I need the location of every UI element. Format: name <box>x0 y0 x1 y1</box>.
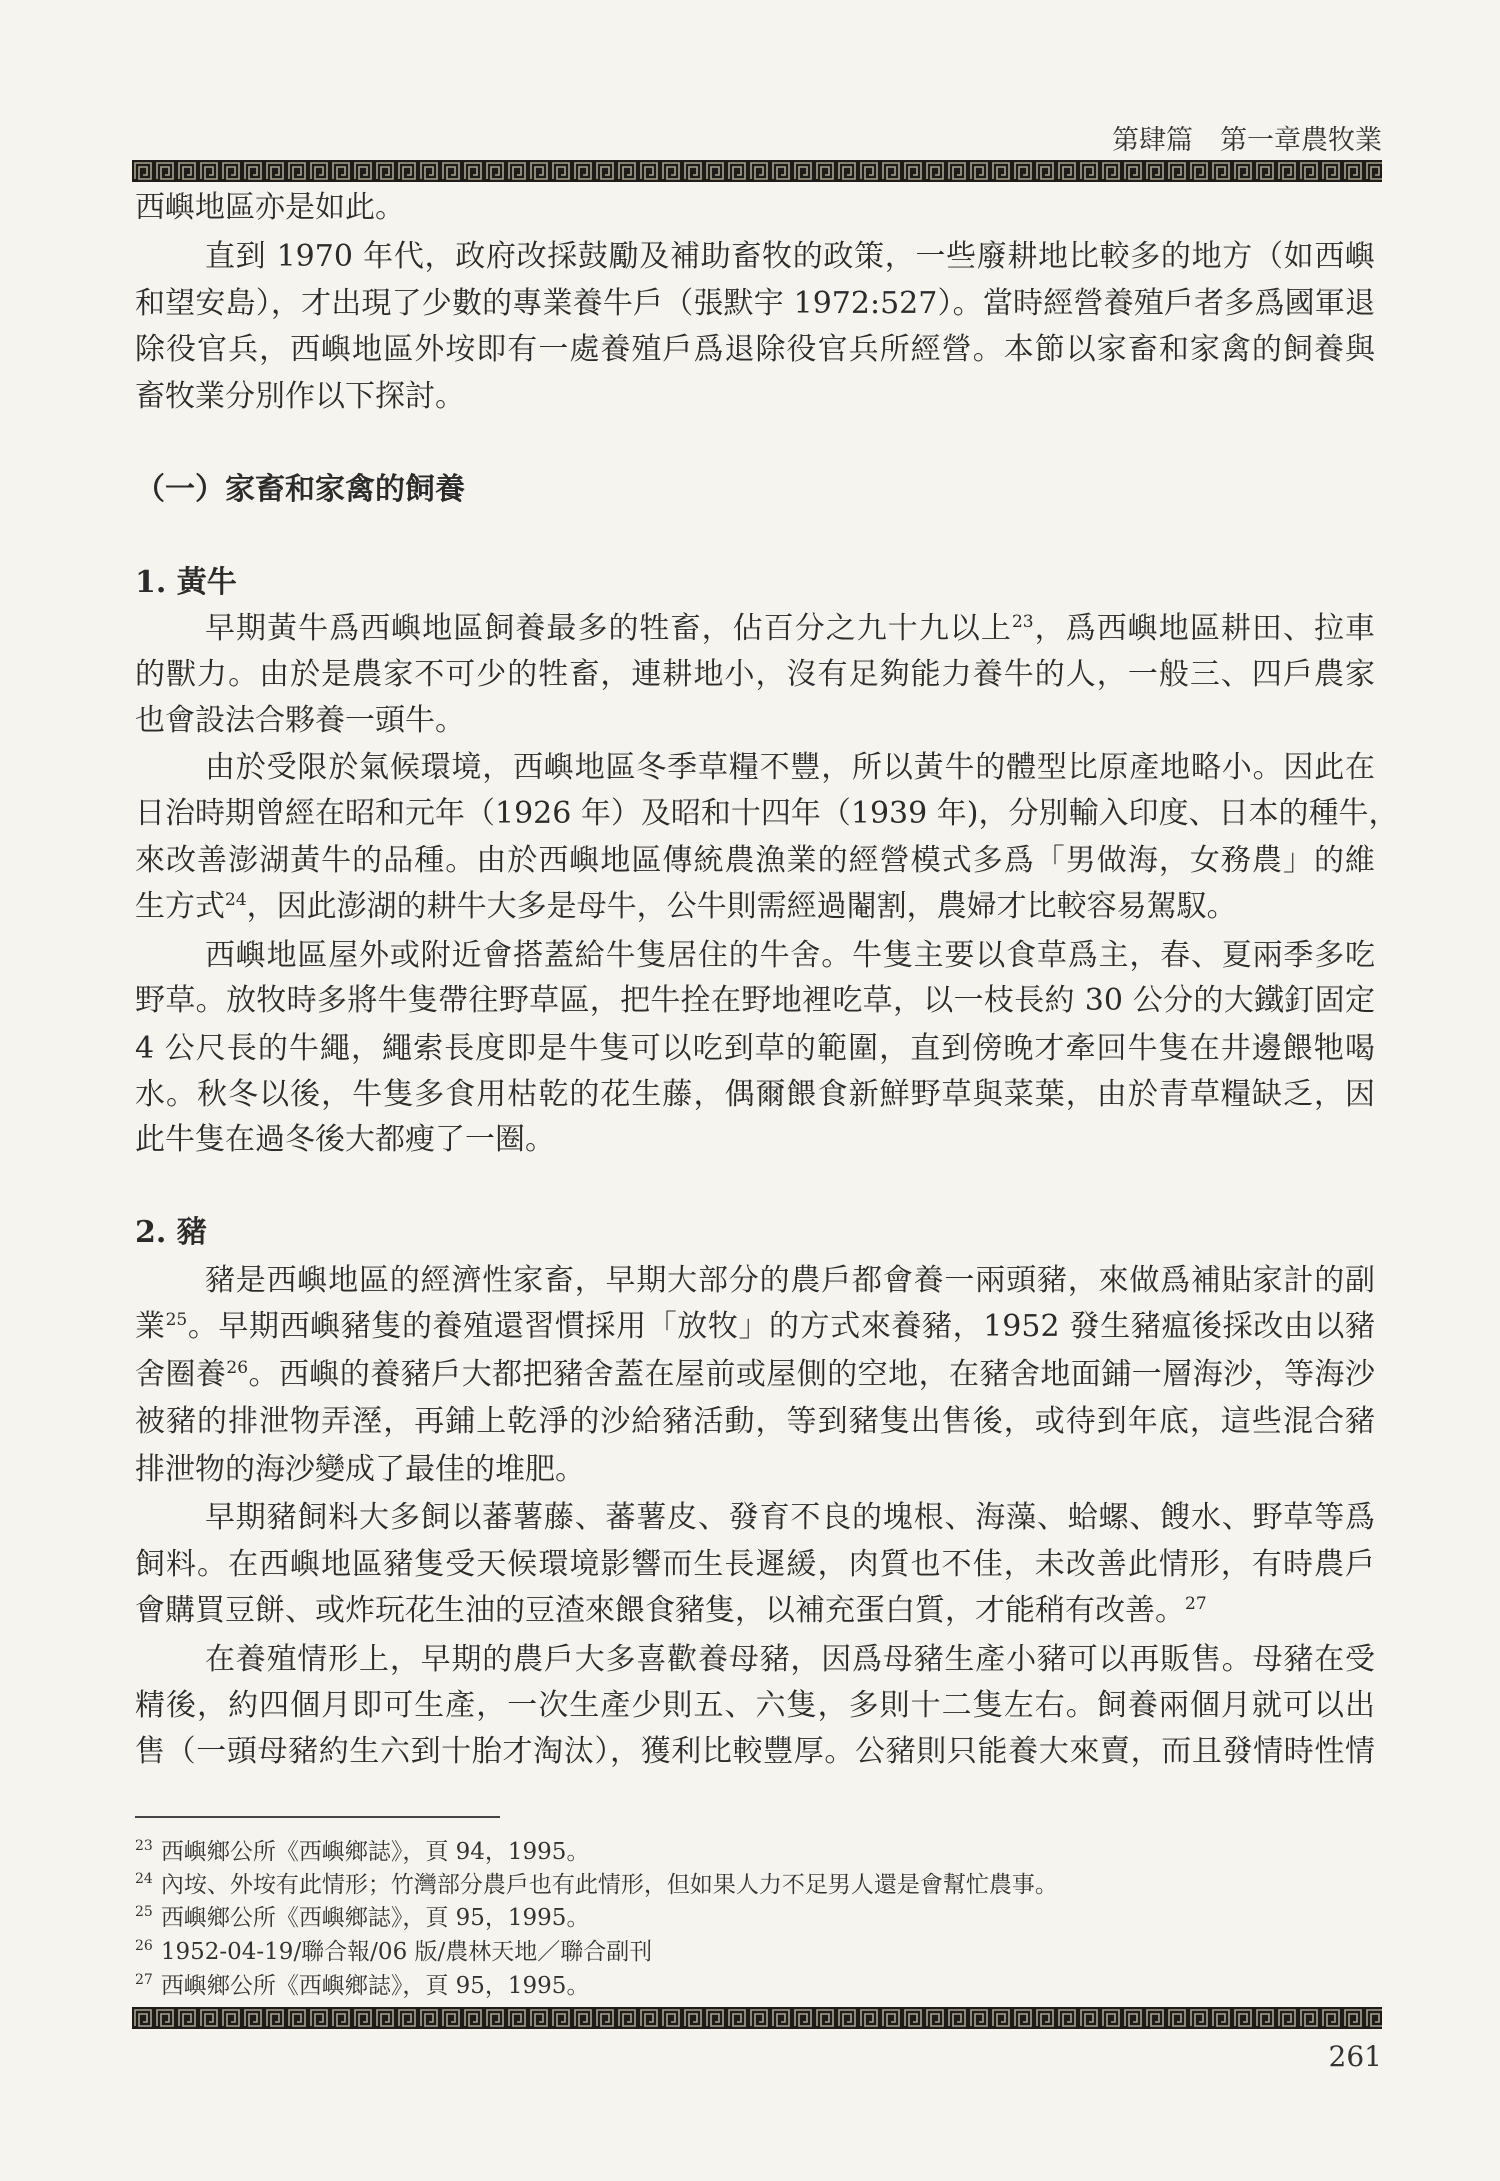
body-line: 精後，約四個月即可生產，一次生產少則五、六隻，多則十二隻左右。飼養兩個月就可以出 <box>135 1688 1375 1723</box>
subsection-heading-cattle: 1. 黃牛 <box>135 565 237 600</box>
body-line: 水。秋冬以後，牛隻多食用枯乾的花生藤，偶爾餵食新鮮野草與菜葉，由於青草糧缺乏，因 <box>135 1077 1375 1112</box>
body-line: 的獸力。由於是農家不可少的牲畜，連耕地小，沒有足夠能力養牛的人，一般三、四戶農家 <box>135 657 1375 692</box>
body-line: 飼料。在西嶼地區豬隻受天候環境影響而生長遲緩，肉質也不佳，未改善此情形，有時農戶 <box>135 1547 1375 1582</box>
bottom-decorative-border <box>132 2007 1382 2029</box>
body-line: 日治時期曾經在昭和元年（1926 年）及昭和十四年（1939 年)，分別輸入印度、日本的種牛， <box>135 796 1399 831</box>
footnote-number: 27 <box>135 1972 153 1989</box>
text: ，因此澎湖的耕牛大多是母牛，公牛則需經過閹割，農婦才比較容易駕馭。 <box>246 889 1237 924</box>
body-line: 來改善澎湖黃牛的品種。由於西嶼地區傳統農漁業的經營模式多爲「男做海，女務農」的維 <box>135 843 1375 878</box>
footnote <box>135 1971 589 2001</box>
footnote-text: 西嶼鄉公所《西嶼鄉誌》，頁 94，1995。 <box>160 1839 590 1865</box>
footnote-number: 26 <box>135 1938 153 1955</box>
footnote-ref: 26 <box>226 1358 249 1378</box>
top-decorative-border <box>132 160 1382 182</box>
body-line <box>135 1591 1207 1631</box>
body-line <box>135 1307 1375 1347</box>
footnote-ref: 25 <box>165 1310 188 1330</box>
text: 生方式 <box>135 889 225 924</box>
footnote-separator <box>135 1816 500 1818</box>
body-line: 西嶼地區屋外或附近會搭蓋給牛隻居住的牛舍。牛隻主要以食草爲主，春、夏兩季多吃 <box>205 938 1375 973</box>
footnote-number: 23 <box>135 1838 153 1855</box>
body-line: 直到 1970 年代，政府改採鼓勵及補助畜牧的政策，一些廢耕地比較多的地方（如西嶼 <box>205 239 1375 274</box>
footnote <box>135 1870 1058 1900</box>
footnote-text: 西嶼鄉公所《西嶼鄉誌》，頁 95，1995。 <box>160 1973 590 1999</box>
footnote <box>135 1937 652 1967</box>
body-line <box>135 1355 1375 1395</box>
text: ，爲西嶼地區耕田、拉車 <box>1033 611 1376 646</box>
body-line: 野草。放牧時多將牛隻帶往野草區，把牛拴在野地裡吃草，以一枝長約 30 公分的大鐵釘固定 <box>135 983 1375 1018</box>
text: 早期黃牛爲西嶼地區飼養最多的牲畜，佔百分之九十九以上 <box>205 611 1012 646</box>
body-line <box>205 609 1375 649</box>
text: 。早期西嶼豬隻的養殖還習慣採用「放牧」的方式來養豬，1952 發生豬瘟後採改由以豬 <box>187 1309 1375 1344</box>
body-line: 除役官兵，西嶼地區外垵即有一處養殖戶爲退除役官兵所經營。本節以家畜和家禽的飼養與 <box>135 332 1375 367</box>
body-line: 售（一頭母豬約生六到十胎才淘汰），獲利比較豐厚。公豬則只能養大來賣，而且發情時性情 <box>135 1734 1375 1769</box>
body-line: 由於受限於氣候環境，西嶼地區冬季草糧不豐，所以黃牛的體型比原產地略小。因此在 <box>205 750 1375 785</box>
body-line: 西嶼地區亦是如此。 <box>135 190 405 225</box>
footnote-number: 24 <box>135 1871 153 1888</box>
footnote-ref: 23 <box>1011 612 1034 632</box>
body-line: 畜牧業分別作以下探討。 <box>135 379 465 414</box>
body-line <box>135 887 1237 927</box>
body-line: 排泄物的海沙變成了最佳的堆肥。 <box>135 1452 585 1487</box>
footnote-text: 內垵、外垵有此情形；竹灣部分農戶也有此情形，但如果人力不足男人還是會幫忙農事。 <box>160 1872 1058 1898</box>
body-line: 4 公尺長的牛繩，繩索長度即是牛隻可以吃到草的範圍，直到傍晚才牽回牛隻在井邊餵牠喝 <box>135 1031 1375 1066</box>
body-line: 豬是西嶼地區的經濟性家畜，早期大部分的農戶都會養一兩頭豬，來做爲補貼家計的副 <box>205 1263 1375 1298</box>
body-line: 也會設法合夥養一頭牛。 <box>135 703 465 738</box>
footnote-ref: 27 <box>1185 1594 1207 1614</box>
section-heading: （一）家畜和家禽的飼養 <box>135 472 465 507</box>
text: 。西嶼的養豬戶大都把豬舍蓋在屋前或屋側的空地，在豬舍地面鋪一層海沙，等海沙 <box>248 1357 1376 1392</box>
subsection-heading-pig: 2. 豬 <box>135 1215 207 1250</box>
footnote <box>135 1837 589 1867</box>
text: 業 <box>135 1309 166 1344</box>
footnote-number: 25 <box>135 1904 153 1921</box>
footnote <box>135 1903 589 1933</box>
footnote-ref: 24 <box>225 890 247 910</box>
footnote-text: 西嶼鄉公所《西嶼鄉誌》，頁 95，1995。 <box>160 1905 590 1931</box>
running-header: 第肆篇 第一章農牧業 <box>1112 125 1382 156</box>
text: 會購買豆餅、或炸玩花生油的豆渣來餵食豬隻，以補充蛋白質，才能稍有改善。 <box>135 1593 1185 1628</box>
text: 舍圈養 <box>135 1357 227 1392</box>
body-line: 被豬的排泄物弄溼，再鋪上乾淨的沙給豬活動，等到豬隻出售後，或待到年底，這些混合豬 <box>135 1404 1375 1439</box>
body-line: 早期豬飼料大多飼以蕃薯藤、蕃薯皮、發育不良的塊根、海藻、蛤螺、餿水、野草等爲 <box>205 1500 1375 1535</box>
body-line: 此牛隻在過冬後大都瘦了一圈。 <box>135 1122 555 1157</box>
page-number: 261 <box>1328 2040 1382 2073</box>
body-line: 在養殖情形上，早期的農戶大多喜歡養母豬，因爲母豬生產小豬可以再販售。母豬在受 <box>205 1642 1375 1677</box>
body-line: 和望安島），才出現了少數的專業養牛戶（張默宇 1972:527）。當時經營養殖戶者多爲國軍退 <box>135 286 1375 321</box>
footnote-text: 1952-04-19/聯合報/06 版/農林天地／聯合副刊 <box>160 1939 653 1965</box>
